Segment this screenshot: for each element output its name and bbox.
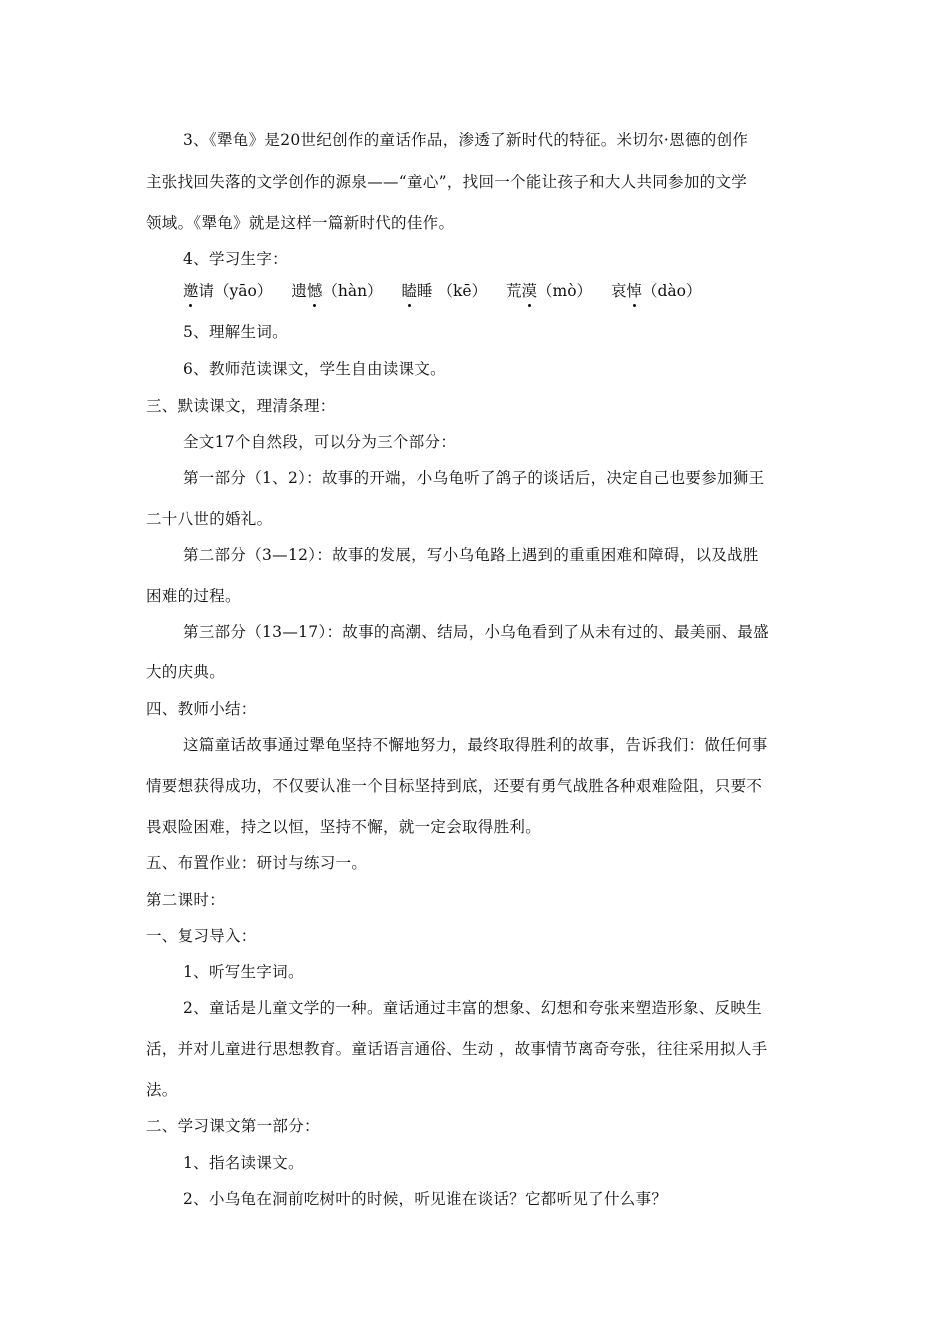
- paragraph-line: 3、《犟龟》是20世纪创作的童话作品，渗透了新时代的特征。米切尔·恩德的创作: [183, 131, 749, 149]
- paragraph-line: 第二部分（3—12）：故事的发展，写小乌龟路上遇到的重重困难和障碍，以及战胜: [183, 546, 759, 564]
- vocab-word: 荒漠（mò）: [506, 279, 592, 301]
- section-heading: 三、默读课文，理清条理：: [146, 397, 336, 415]
- paragraph-line: 这篇童话故事通过犟龟坚持不懈地努力，最终取得胜利的故事，告诉我们：做任何事: [183, 736, 768, 754]
- paragraph-line: 6、教师范读课文，学生自由读课文。: [183, 360, 446, 378]
- paragraph-line: 2、童话是儿童文学的一种。童话通过丰富的想象、幻想和夸张来塑造形象、反映生: [183, 999, 762, 1017]
- paragraph-line: 1、听写生字词。: [183, 963, 304, 981]
- paragraph-line: 4、学习生字：: [183, 250, 288, 268]
- paragraph-line: 第一部分（1、2）：故事的开端，小乌龟听了鸽子的谈话后，决定自己也要参加狮王: [183, 469, 765, 487]
- section-heading: 第二课时：: [146, 891, 226, 909]
- section-heading: 五、布置作业：研讨与练习一。: [146, 854, 368, 872]
- paragraph-line: 2、小乌龟在洞前吃树叶的时候，听见谁在谈话？它都听见了什么事？: [183, 1190, 668, 1208]
- paragraph-line: 5、理解生词。: [183, 323, 288, 341]
- section-heading: 二、学习课文第一部分：: [146, 1117, 320, 1135]
- paragraph-line: 主张找回失落的文学创作的源泉——“童心”，找回一个能让孩子和大人共同参加的文学: [146, 173, 748, 191]
- vocabulary-list: [183, 279, 716, 301]
- paragraph-line: 畏艰险困难，持之以恒，坚持不懈，就一定会取得胜利。: [146, 818, 542, 836]
- paragraph-line: 全文17个自然段，可以分为三个部分：: [183, 433, 457, 451]
- paragraph-line: 情要想获得成功，不仅要认准一个目标坚持到底，还要有勇气战胜各种艰难险阻，只要不: [146, 777, 763, 795]
- paragraph-line: 活，并对儿童进行思想教育。童话语言通俗、生动 ，故事情节离奇夸张，往往采用拟人手: [146, 1040, 768, 1058]
- paragraph-line: 困难的过程。: [146, 587, 241, 605]
- section-heading: 一、复习导入：: [146, 927, 257, 945]
- vocab-word: 哀悼（dào）: [611, 279, 702, 301]
- paragraph-line: 1、指名读课文。: [183, 1154, 304, 1172]
- section-heading: 四、教师小结：: [146, 700, 257, 718]
- paragraph-line: 法。: [146, 1081, 178, 1099]
- paragraph-line: 第三部分（13—17）：故事的高潮、结局，小乌龟看到了从未有过的、最美丽、最盛: [183, 623, 769, 641]
- paragraph-line: 领域。《犟龟》就是这样一篇新时代的佳作。: [146, 214, 455, 232]
- vocab-word: 瞌睡 （kē）: [402, 279, 488, 301]
- vocab-word: 邀请（yāo）: [183, 279, 272, 301]
- paragraph-line: 二十八世的婚礼。: [146, 510, 273, 528]
- vocab-word: 遗憾（hàn）: [291, 279, 382, 301]
- paragraph-line: 大的庆典。: [146, 663, 226, 681]
